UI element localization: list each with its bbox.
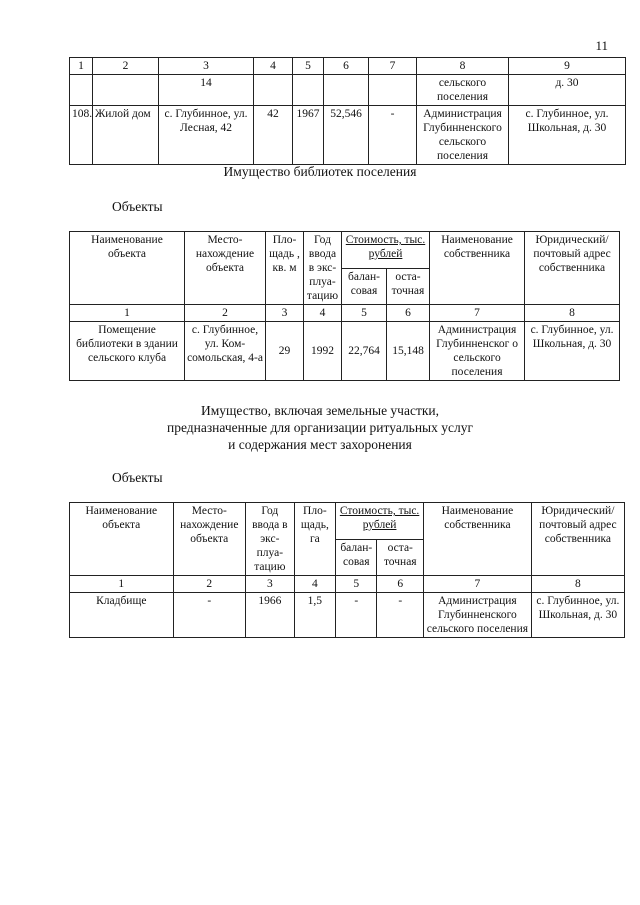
- header-area: Пло-щадь , кв. м: [266, 232, 304, 305]
- col-num: 8: [531, 576, 624, 593]
- cell-name: Кладбище: [70, 593, 174, 638]
- header-name: Наименование объекта: [70, 503, 174, 576]
- col-num: 7: [424, 576, 532, 593]
- cell-year: 1966: [246, 593, 295, 638]
- table-libraries: [69, 231, 620, 381]
- header-year: Год ввода в экс-плуа-тацию: [304, 232, 342, 305]
- col-num: 4: [294, 576, 335, 593]
- section-title-libraries: Имущество библиотек поселения: [223, 164, 417, 179]
- col-num: 1: [70, 58, 93, 75]
- section-subtitle: Объекты: [112, 470, 163, 485]
- cell-location: -: [173, 593, 245, 638]
- col-num: 3: [246, 576, 295, 593]
- cell-residual: -: [377, 593, 424, 638]
- table-header: [70, 232, 620, 269]
- col-num: 7: [369, 58, 417, 75]
- cell-address: д. 30: [509, 75, 626, 106]
- cell-area: 42: [254, 106, 293, 165]
- col-num: 1: [70, 305, 185, 322]
- header-location: Место-нахождение объекта: [185, 232, 266, 305]
- cell-location: с. Глубинное, ул. Лесная, 42: [159, 106, 254, 165]
- col-num: 8: [417, 58, 509, 75]
- header-residual: оста-точная: [377, 539, 424, 576]
- cell-owner: сельского поселения: [417, 75, 509, 106]
- header-balance: балан-совая: [336, 539, 377, 576]
- col-num: 7: [430, 305, 525, 322]
- cell-location: 14: [159, 75, 254, 106]
- col-num: 6: [387, 305, 430, 322]
- header-name: Наименование объекта: [70, 232, 185, 305]
- table-housing-continuation: [69, 57, 626, 165]
- cell-area: 29: [266, 322, 304, 381]
- header-residual: оста-точная: [387, 268, 430, 305]
- cell-residual: -: [369, 106, 417, 165]
- cell-residual: 15,148: [387, 322, 430, 381]
- col-num: 2: [173, 576, 245, 593]
- section-title-ritual-line2: предназначенные для организации ритуальных услуг: [166, 420, 474, 435]
- table-row: [70, 593, 625, 638]
- header-address: Юридический/ почтовый адрес собственника: [525, 232, 620, 305]
- header-balance: балан-совая: [342, 268, 387, 305]
- page-number: 11: [595, 38, 608, 53]
- cell-name: Помещение библиотеки в здании сельского клуба: [70, 322, 185, 381]
- cell-year: 1992: [304, 322, 342, 381]
- cell-balance: 22,764: [342, 322, 387, 381]
- table-header-numbers: [70, 576, 625, 593]
- cell-owner: Администрация Глубинненского сельского поселения: [424, 593, 532, 638]
- col-num: 8: [525, 305, 620, 322]
- cell-year: 1967: [293, 106, 324, 165]
- cell-balance: 52,546: [324, 106, 369, 165]
- section-title-ritual-line3: и содержания мест захоронения: [228, 437, 412, 452]
- header-address: Юридический/ почтовый адрес собственника: [531, 503, 624, 576]
- table-row: [70, 322, 620, 381]
- table-cemetery: [69, 502, 625, 638]
- section-subtitle: Объекты: [112, 199, 163, 214]
- header-year: Год ввода в экс-плуа-тацию: [246, 503, 295, 576]
- cell-area: 1,5: [294, 593, 335, 638]
- cell-address: с. Глубинное, ул. Школьная, д. 30: [525, 322, 620, 381]
- header-owner: Наименование собственника: [430, 232, 525, 305]
- table-header-numbers: [70, 305, 620, 322]
- col-num: 1: [70, 576, 174, 593]
- header-cost: Стоимость, тыс. рублей: [336, 503, 424, 540]
- table-row: [70, 75, 626, 106]
- col-num: 4: [304, 305, 342, 322]
- col-num: 5: [293, 58, 324, 75]
- col-num: 5: [342, 305, 387, 322]
- table-header: [70, 503, 625, 540]
- cell-name: Жилой дом: [93, 106, 159, 165]
- header-area: Пло-щадь, га: [294, 503, 335, 576]
- header-owner: Наименование собственника: [424, 503, 532, 576]
- cell-address: с. Глубинное, ул. Школьная, д. 30: [531, 593, 624, 638]
- col-num: 6: [324, 58, 369, 75]
- cell-owner: Администрация Глубинненского сельского поселения: [417, 106, 509, 165]
- cell-owner: Администрация Глубинненског о сельского поселения: [430, 322, 525, 381]
- col-num: 9: [509, 58, 626, 75]
- cell-address: с. Глубинное, ул. Школьная, д. 30: [509, 106, 626, 165]
- section-title-ritual-line1: Имущество, включая земельные участки,: [200, 403, 440, 418]
- table-row: [70, 106, 626, 165]
- table-header-numbers: [70, 58, 626, 75]
- cell-balance: -: [336, 593, 377, 638]
- col-num: 2: [93, 58, 159, 75]
- col-num: 5: [336, 576, 377, 593]
- col-num: 4: [254, 58, 293, 75]
- cell-row-number: 108.: [70, 106, 93, 165]
- col-num: 3: [159, 58, 254, 75]
- header-location: Место-нахождение объекта: [173, 503, 245, 576]
- cell-location: с. Глубинное, ул. Ком-сомольская, 4-а: [185, 322, 266, 381]
- col-num: 3: [266, 305, 304, 322]
- col-num: 6: [377, 576, 424, 593]
- header-cost: Стоимость, тыс. рублей: [342, 232, 430, 269]
- col-num: 2: [185, 305, 266, 322]
